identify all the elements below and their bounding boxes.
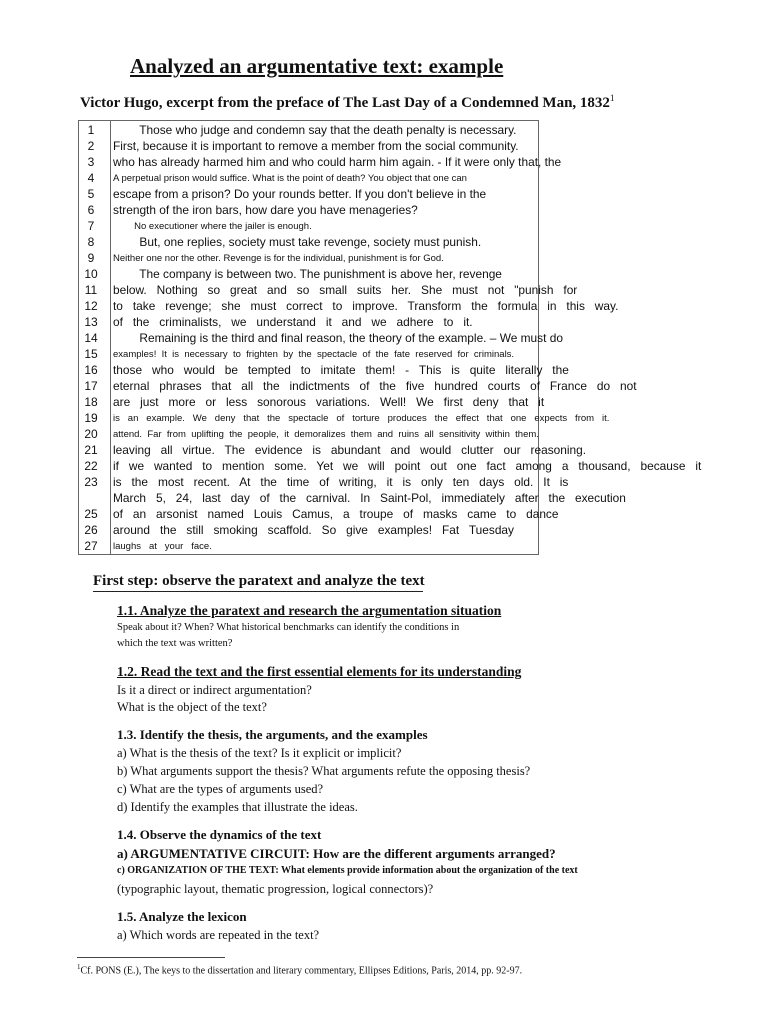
line-text: But, one replies, society must take revenge, society must punish. xyxy=(113,235,482,249)
line-number: 16 xyxy=(84,363,98,377)
line-text: to take revenge; she must correct to improve. Transform the formula in this way. xyxy=(113,299,619,313)
excerpt-line xyxy=(0,234,768,250)
line-number: 9 xyxy=(87,251,95,265)
first-step-underline xyxy=(93,591,423,592)
line-text: escape from a prison? Do your rounds better. If you don't believe in the xyxy=(113,187,487,201)
line-text: if we wanted to mention some. Yet we will point out one fact among a thousand, because it xyxy=(113,459,702,473)
section-1-5-heading: 1.5. Analyze the lexicon xyxy=(117,909,247,924)
line-number: 1 xyxy=(87,123,95,137)
line-text: below. Nothing so great and so small suits her. She must not "punish for xyxy=(113,283,578,297)
line-number: 21 xyxy=(84,443,98,457)
line-number: 14 xyxy=(84,331,98,345)
excerpt-line xyxy=(0,218,768,234)
section-1-1-heading: 1.1. Analyze the paratext and research the argumentation situation xyxy=(117,603,502,618)
section-1-4-item-a: a) ARGUMENTATIVE CIRCUIT: How are the different arguments arranged? xyxy=(117,846,556,861)
line-number: 20 xyxy=(84,427,98,441)
line-number: 12 xyxy=(84,299,98,313)
excerpt-line xyxy=(0,394,768,410)
line-text: is an example. We deny that the spectacle of torture produces the effect that one expects from it. xyxy=(113,413,610,424)
line-text: First, because it is important to remove a member from the social community. xyxy=(113,139,519,153)
line-number: 17 xyxy=(84,379,98,393)
line-text: are just more or less sonorous variations. Well! We first deny that it xyxy=(113,395,545,409)
line-text: who has already harmed him and who could harm him again. - If it were only that, the xyxy=(113,155,562,169)
line-text: eternal phrases that all the indictments of the five hundred courts of France do not xyxy=(113,379,637,393)
footnote-text: Cf. PONS (E.), The keys to the dissertation and literary commentary, Ellipses Editions, Paris, 2014, pp. 92-97. xyxy=(80,965,523,977)
line-number: 23 xyxy=(84,475,98,489)
section-1-4-item-c: c) ORGANIZATION OF THE TEXT: What elements provide information about the organization of the text xyxy=(117,865,578,876)
excerpt-line xyxy=(0,202,768,218)
line-text: The company is between two. The punishment is above her, revenge xyxy=(113,267,502,281)
excerpt-line xyxy=(0,442,768,458)
excerpt-line xyxy=(0,314,768,330)
first-step-heading: First step: observe the paratext and analyze the text xyxy=(93,573,425,589)
excerpt-line xyxy=(0,506,768,522)
section-1-2-question: Is it a direct or indirect argumentation? xyxy=(117,683,312,697)
excerpt-line xyxy=(0,490,768,506)
line-number: 7 xyxy=(87,219,95,233)
page-title: Analyzed an argumentative text: example xyxy=(130,54,504,78)
section-1-3-question: b) What arguments support the thesis? What arguments refute the opposing thesis? xyxy=(117,764,531,778)
excerpt-line xyxy=(0,410,768,426)
line-number: 2 xyxy=(87,139,95,153)
line-number: 3 xyxy=(87,155,95,169)
line-text: is the most recent. At the time of writing, it is only ten days old. It is xyxy=(113,475,569,489)
excerpt-line xyxy=(0,538,768,554)
footnote-mark: 1 xyxy=(77,963,81,971)
section-1-4-item-c-detail: (typographic layout, thematic progression, logical connectors)? xyxy=(117,882,434,896)
footnote-ref: 1 xyxy=(609,93,615,103)
line-number: 10 xyxy=(84,267,98,281)
section-1-3-question: d) Identify the examples that illustrate the ideas. xyxy=(117,800,358,814)
excerpt-line xyxy=(0,330,768,346)
line-text: Neither one nor the other. Revenge is for the individual, punishment is for God. xyxy=(113,253,444,264)
line-number: 22 xyxy=(84,459,98,473)
line-text: A perpetual prison would suffice. What is the point of death? You object that one can xyxy=(113,173,467,184)
line-text: leaving all virtue. The evidence is abundant and would clutter our reasoning. xyxy=(113,443,587,457)
excerpt-line xyxy=(0,122,768,138)
line-number: 13 xyxy=(84,315,98,329)
subtitle-text: Victor Hugo, excerpt from the preface of The Last Day of a Condemned Man, 1832 xyxy=(80,95,610,111)
line-number: 25 xyxy=(84,507,98,521)
line-text: of the criminalists, we understand it and we adhere to it. xyxy=(113,315,473,329)
excerpt-line xyxy=(0,426,768,442)
section-1-3-question: c) What are the types of arguments used? xyxy=(117,782,324,796)
section-1-3-question: a) What is the thesis of the text? Is it explicit or implicit? xyxy=(117,746,402,760)
line-text: of an arsonist named Louis Camus, a troupe of masks came to dance xyxy=(113,507,559,521)
line-number: 15 xyxy=(84,347,98,361)
line-number: 11 xyxy=(84,283,98,297)
section-1-2-heading: 1.2. Read the text and the first essential elements for its understanding xyxy=(117,664,522,679)
line-number: 4 xyxy=(87,171,95,185)
excerpt-line xyxy=(0,362,768,378)
line-text: laughs at your face. xyxy=(113,541,212,552)
line-number: 27 xyxy=(84,539,98,553)
excerpt-line xyxy=(0,458,768,474)
section-1-5-question: a) Which words are repeated in the text? xyxy=(117,928,320,942)
line-number: 18 xyxy=(84,395,98,409)
footnote xyxy=(77,963,522,976)
line-text: attend. Far from uplifting the people, it demoralizes them and ruins all sensitivity within them. xyxy=(113,429,539,440)
excerpt-line xyxy=(0,522,768,538)
excerpt-line xyxy=(0,378,768,394)
excerpt-line xyxy=(0,474,768,490)
excerpt-line xyxy=(0,346,768,362)
line-number: 19 xyxy=(84,411,98,425)
line-text: Remaining is the third and final reason, the theory of the example. – We must do xyxy=(113,331,563,345)
line-text: Those who judge and condemn say that the death penalty is necessary. xyxy=(113,123,517,137)
section-1-1-question: which the text was written? xyxy=(117,638,233,649)
line-text: around the still smoking scaffold. So give examples! Fat Tuesday xyxy=(113,523,514,537)
line-number: 6 xyxy=(87,203,95,217)
line-text: examples! It is necessary to frighten by the spectacle of the fate reserved for criminals. xyxy=(113,349,515,360)
line-number: 8 xyxy=(87,235,95,249)
section-1-1-question: Speak about it? When? What historical benchmarks can identify the conditions in xyxy=(117,622,460,633)
section-1-4-heading: 1.4. Observe the dynamics of the text xyxy=(117,827,322,842)
section-1-3-heading: 1.3. Identify the thesis, the arguments, and the examples xyxy=(117,727,428,742)
excerpt-line xyxy=(0,170,768,186)
line-text: No executioner where the jailer is enough. xyxy=(113,221,312,232)
excerpt-line xyxy=(0,282,768,298)
excerpt-line xyxy=(0,266,768,282)
line-number: 5 xyxy=(87,187,95,201)
section-1-2-question: What is the object of the text? xyxy=(117,700,267,714)
excerpt-line xyxy=(0,154,768,170)
line-text: those who would be tempted to imitate them! - This is quite literally the xyxy=(113,363,569,377)
excerpt-line xyxy=(0,298,768,314)
excerpt-line xyxy=(0,186,768,202)
footnote-separator xyxy=(77,957,225,958)
excerpt-line xyxy=(0,250,768,266)
line-number: 26 xyxy=(84,523,98,537)
source-subtitle xyxy=(80,93,614,112)
excerpt-line xyxy=(0,138,768,154)
line-text: March 5, 24, last day of the carnival. In Saint-Pol, immediately after the execution xyxy=(113,491,626,505)
line-text: strength of the iron bars, how dare you have menageries? xyxy=(113,203,418,217)
